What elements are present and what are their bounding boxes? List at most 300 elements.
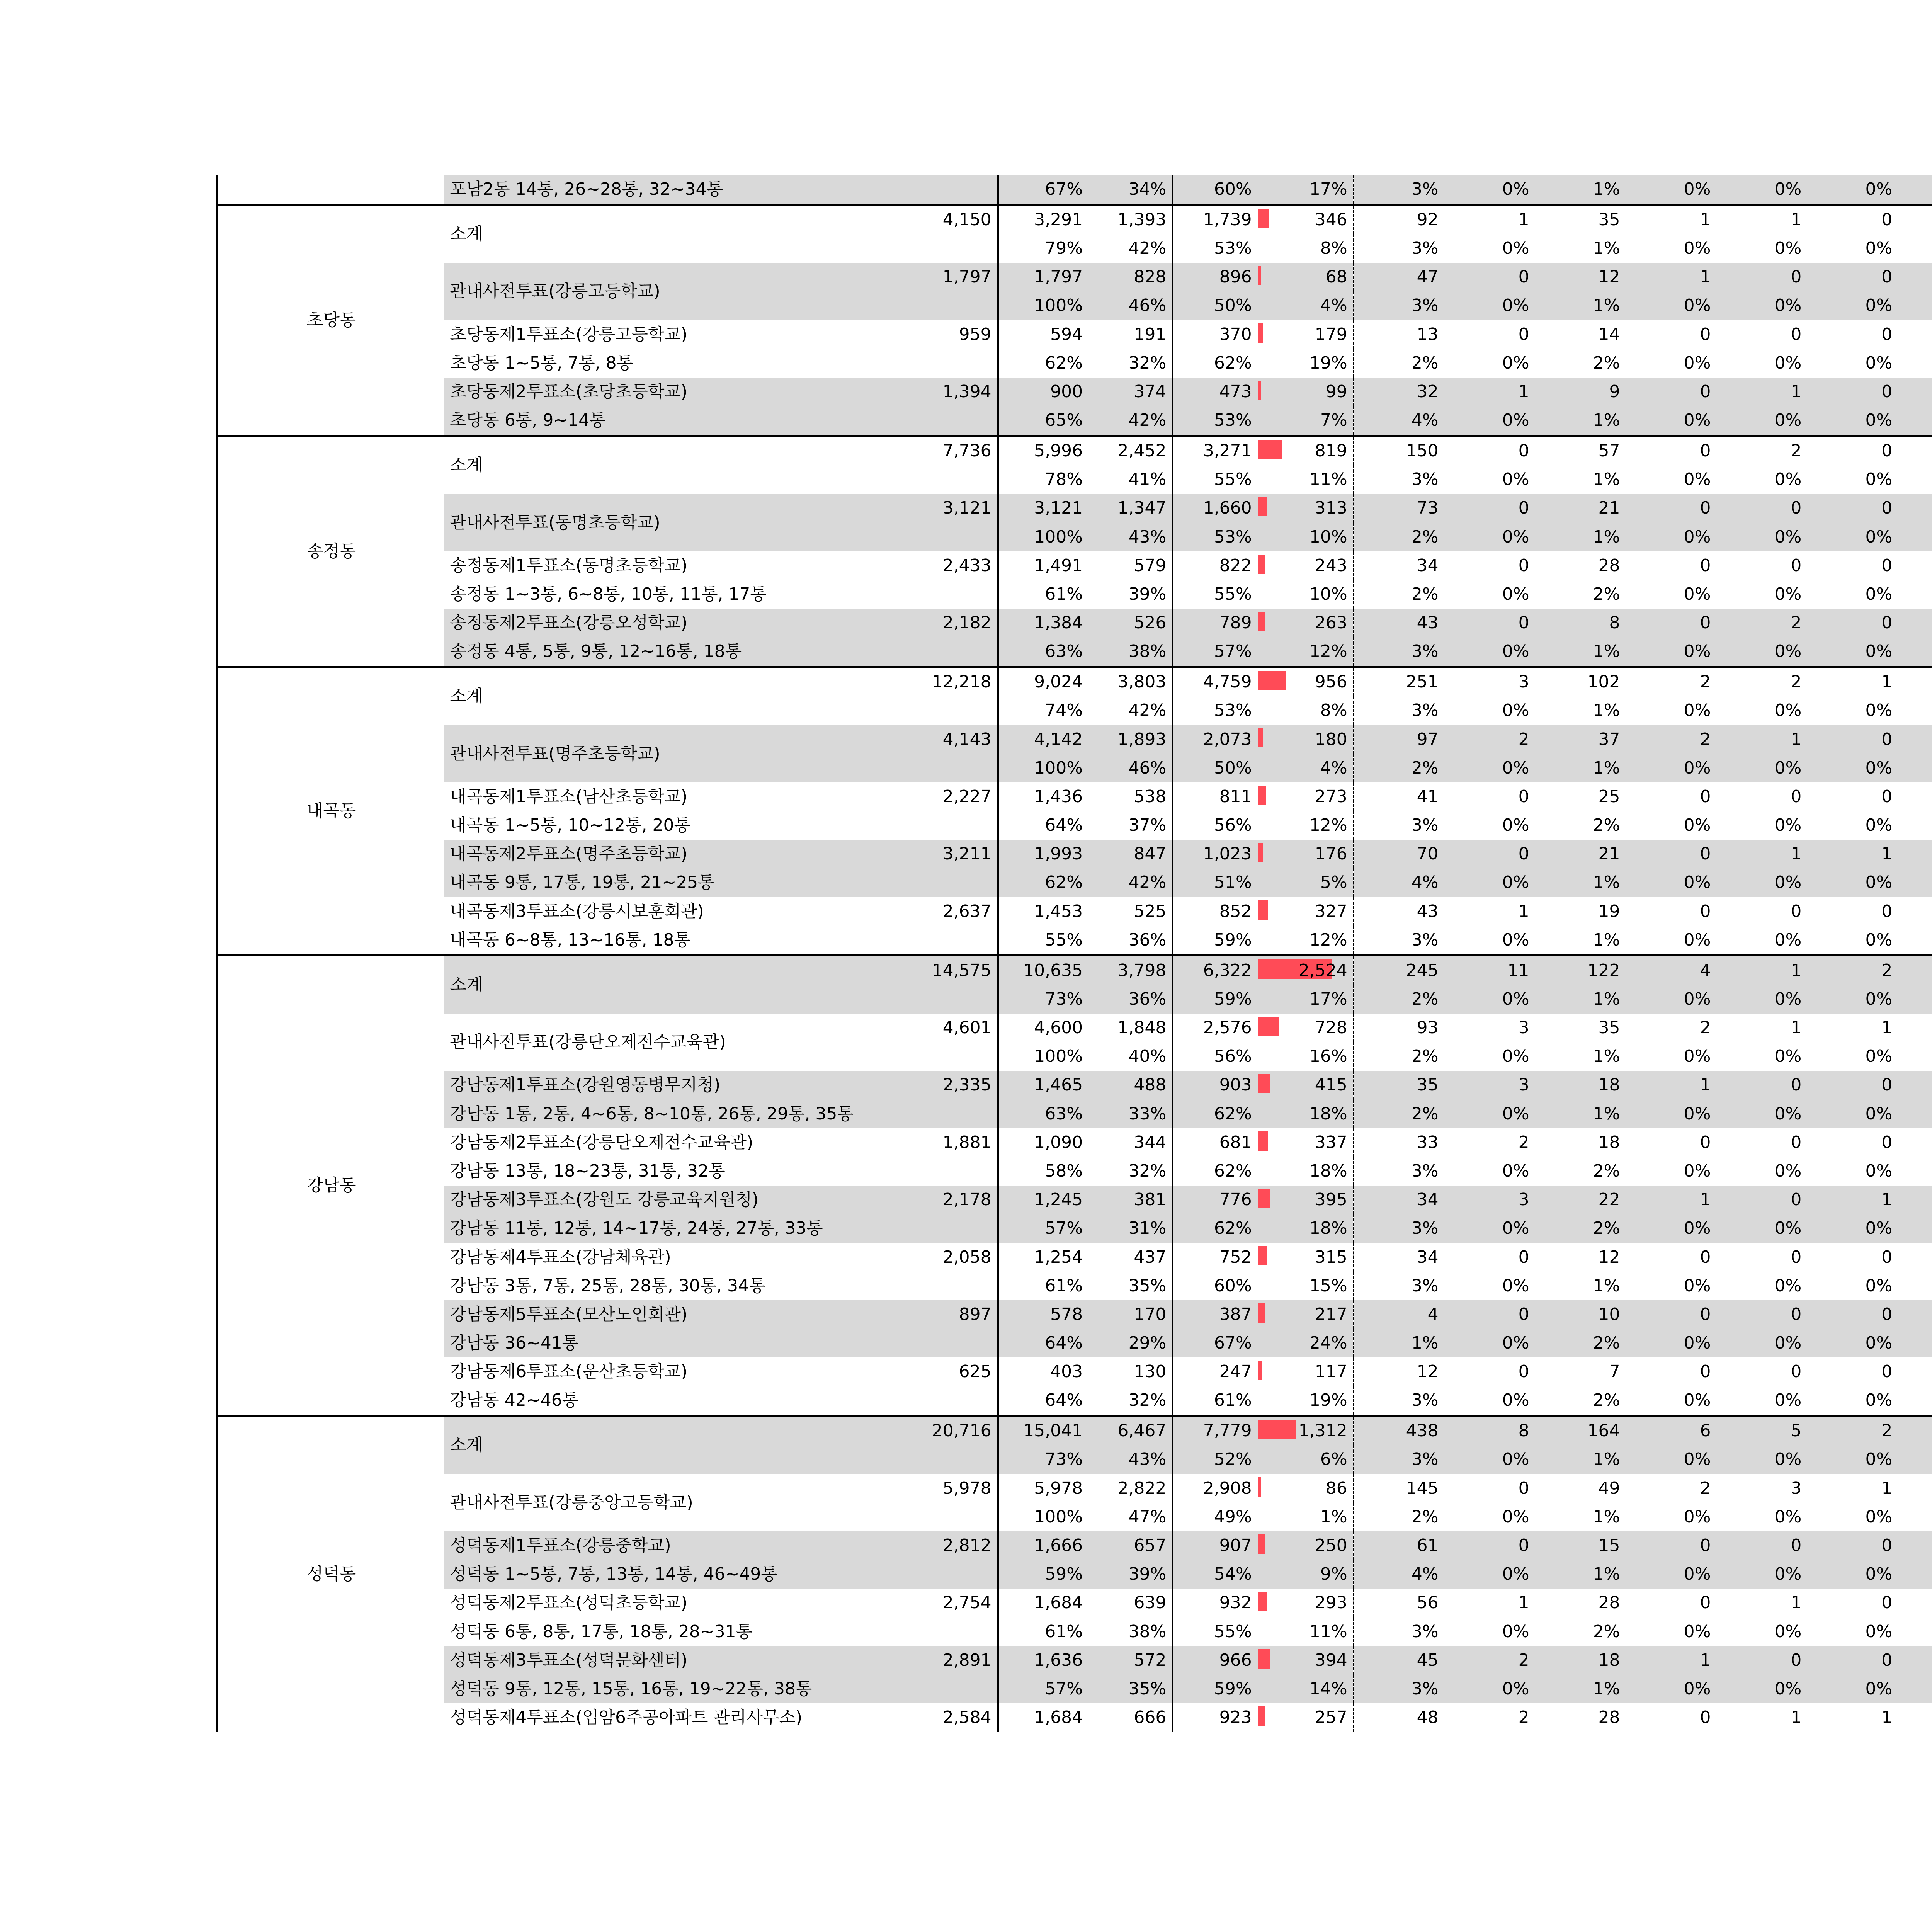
value-cell: 488 — [1088, 1071, 1173, 1099]
value-cell: 2 — [1807, 1416, 1898, 1446]
value-cell: 10% — [1257, 580, 1354, 609]
value-cell: 0% — [1626, 1329, 1716, 1357]
table-row — [218, 1560, 1932, 1589]
value-cell: 2 — [1716, 667, 1807, 697]
value-cell: 35 — [1598, 1018, 1620, 1038]
value-cell: 0% — [1444, 1100, 1535, 1128]
value-cell — [1898, 1474, 1932, 1503]
value-cell: 0 — [1444, 436, 1535, 466]
value-cell: 811 — [1219, 786, 1252, 806]
value-text: 313 — [1315, 498, 1347, 518]
value-text: 819 — [1315, 441, 1347, 461]
value-cell: 3% — [1411, 238, 1439, 259]
value-cell: 0% — [1865, 584, 1893, 604]
value-cell — [1898, 1703, 1932, 1732]
value-cell: 150 — [1354, 436, 1444, 466]
value-cell: 828 — [1088, 263, 1173, 291]
value-cell — [1898, 551, 1932, 580]
value-cell: 53% — [1214, 238, 1252, 259]
value-cell: 0% — [1774, 1046, 1802, 1067]
value-cell: 0% — [1865, 1046, 1893, 1067]
value-cell: 1,393 — [1088, 205, 1173, 235]
value-cell: 2,637 — [904, 897, 998, 926]
value-cell: 923 — [1219, 1708, 1252, 1728]
value-cell: 164 — [1535, 1416, 1626, 1446]
value-cell: 0% — [1774, 1276, 1802, 1296]
value-cell: 3 — [1518, 1018, 1529, 1038]
data-bar — [1258, 671, 1286, 690]
value-cell — [1257, 667, 1354, 697]
table-row — [218, 1531, 1932, 1560]
value-cell: 39% — [1088, 580, 1173, 609]
value-cell: 34% — [1088, 175, 1173, 205]
value-cell: 0 — [1807, 494, 1898, 522]
value-cell: 20,716 — [904, 1416, 998, 1446]
value-cell — [1898, 754, 1932, 782]
value-cell: 12% — [1257, 811, 1354, 840]
value-cell: 1% — [1593, 238, 1620, 259]
value-cell: 0 — [1791, 786, 1802, 806]
value-cell: 0 — [1518, 786, 1529, 806]
value-text: 68 — [1325, 267, 1347, 287]
value-cell: 572 — [1088, 1646, 1173, 1675]
table-row — [218, 175, 1932, 205]
data-bar — [1258, 1592, 1267, 1611]
value-cell: 0% — [1716, 754, 1807, 782]
value-cell: 53% — [1214, 701, 1252, 721]
value-cell: 776 — [1173, 1186, 1257, 1214]
value-cell: 681 — [1219, 1132, 1252, 1152]
value-cell: 0% — [1716, 985, 1807, 1014]
value-cell: 1 — [1716, 840, 1807, 868]
data-bar — [1258, 1361, 1262, 1380]
value-cell: 525 — [1088, 897, 1173, 926]
value-cell: 0% — [1502, 1276, 1529, 1296]
value-cell: 0% — [1444, 637, 1535, 667]
value-cell: 3% — [1354, 175, 1444, 205]
value-cell — [1898, 1589, 1932, 1617]
value-cell: 1,090 — [1034, 1132, 1083, 1152]
value-cell — [1257, 609, 1354, 637]
value-cell: 1,797 — [904, 263, 998, 291]
station-name-cell: 포남2동 14통, 26~28통, 32~34통 — [444, 175, 904, 205]
value-cell: 0% — [1774, 1621, 1802, 1641]
value-cell: 12 — [1598, 1247, 1620, 1267]
data-bar — [1258, 440, 1282, 459]
value-cell: 73 — [1354, 494, 1444, 522]
value-cell: 53% — [1173, 523, 1257, 551]
value-cell — [1898, 1100, 1932, 1128]
data-bar — [1258, 1706, 1265, 1726]
election-results-table — [216, 175, 1932, 1732]
value-cell — [904, 406, 998, 436]
value-cell — [1898, 436, 1932, 466]
value-cell: 0% — [1626, 1675, 1716, 1703]
value-text: 415 — [1315, 1075, 1347, 1095]
value-cell: 35 — [1535, 205, 1626, 235]
value-cell: 538 — [1088, 782, 1173, 811]
value-cell: 45 — [1354, 1646, 1444, 1675]
value-cell: 8 — [1444, 1416, 1535, 1446]
value-cell: 19% — [1257, 349, 1354, 378]
region-cell: 초당동 — [218, 205, 445, 436]
value-cell: 0% — [1716, 868, 1807, 897]
value-cell: 191 — [1088, 320, 1173, 349]
value-cell: 63% — [998, 1100, 1088, 1128]
value-cell: 57% — [998, 1675, 1088, 1703]
table-row — [218, 1646, 1932, 1675]
value-cell: 0% — [1865, 1161, 1893, 1181]
value-cell — [1898, 1445, 1932, 1474]
value-cell — [904, 754, 998, 782]
value-cell — [1898, 1243, 1932, 1271]
value-cell: 7 — [1609, 1362, 1620, 1382]
value-cell: 0 — [1626, 494, 1716, 522]
value-cell: 1 — [1626, 1071, 1716, 1099]
value-cell — [1898, 696, 1932, 725]
value-cell: 14 — [1598, 324, 1620, 344]
station-name-cell: 성덕동 9통, 12통, 15통, 16통, 19~22통, 38통 — [444, 1675, 904, 1703]
value-cell: 1 — [1444, 205, 1535, 235]
value-cell: 2% — [1593, 1161, 1620, 1181]
value-cell: 31% — [1088, 1214, 1173, 1243]
value-cell: 64% — [1045, 1390, 1083, 1410]
value-cell: 0% — [1502, 1161, 1529, 1181]
value-cell — [1257, 1014, 1354, 1042]
value-cell: 1,881 — [904, 1128, 998, 1157]
station-name-cell: 강남동 36~41통 — [444, 1329, 904, 1357]
value-cell: 21 — [1535, 840, 1626, 868]
station-name-cell: 송정동 1~3통, 6~8통, 10통, 11통, 17통 — [450, 584, 767, 604]
value-cell: 7,779 — [1173, 1416, 1257, 1446]
value-cell: 896 — [1173, 263, 1257, 291]
value-cell: 1,453 — [1034, 901, 1083, 921]
value-cell: 100% — [998, 754, 1088, 782]
value-cell: 1 — [1626, 1186, 1716, 1214]
value-cell: 11% — [1257, 465, 1354, 494]
value-cell: 22 — [1535, 1186, 1626, 1214]
data-bar — [1258, 209, 1269, 228]
value-cell: 61% — [1045, 584, 1083, 604]
value-cell: 6,467 — [1088, 1416, 1173, 1446]
value-cell: 18 — [1598, 1132, 1620, 1152]
value-cell: 0% — [1774, 701, 1802, 721]
table-row — [218, 1329, 1932, 1357]
value-cell: 42% — [1088, 868, 1173, 897]
value-cell: 666 — [1088, 1703, 1173, 1732]
value-cell: 12% — [1257, 926, 1354, 956]
data-bar — [1258, 1649, 1270, 1669]
value-cell — [904, 1214, 998, 1243]
value-cell: 0% — [1716, 523, 1807, 551]
value-cell — [1898, 1272, 1932, 1300]
value-cell: 0% — [1807, 406, 1898, 436]
value-cell: 0 — [1807, 1071, 1898, 1099]
table-row — [218, 609, 1932, 637]
value-cell: 62% — [1214, 1161, 1252, 1181]
value-cell — [1898, 1128, 1932, 1157]
value-cell: 0% — [1865, 701, 1893, 721]
value-cell: 5,996 — [998, 436, 1088, 466]
value-cell: 3% — [1411, 1161, 1439, 1181]
value-cell: 29% — [1088, 1329, 1173, 1357]
table-row — [218, 725, 1932, 754]
value-cell: 0% — [1684, 1390, 1711, 1410]
value-cell: 0 — [1626, 1531, 1716, 1560]
value-cell: 0% — [1684, 238, 1711, 259]
value-cell: 1,684 — [1034, 1708, 1083, 1728]
station-name-cell: 성덕동제2투표소(성덕초등학교) — [450, 1593, 688, 1613]
value-cell: 100% — [998, 291, 1088, 320]
value-cell: 9 — [1535, 378, 1626, 406]
region-cell: 송정동 — [218, 436, 445, 667]
value-cell — [1257, 1071, 1354, 1099]
value-cell: 0 — [1807, 609, 1898, 637]
region-cell: 강남동 — [218, 955, 445, 1416]
value-cell: 0 — [1700, 324, 1711, 344]
value-cell: 0 — [1791, 1132, 1802, 1152]
value-cell: 1,893 — [1088, 725, 1173, 754]
value-cell: 0% — [1807, 1329, 1898, 1357]
value-cell: 17% — [1257, 985, 1354, 1014]
value-cell: 0 — [1716, 1071, 1807, 1099]
value-cell — [904, 523, 998, 551]
value-cell: 1 — [1881, 1478, 1893, 1498]
value-cell: 3 — [1444, 667, 1535, 697]
value-cell: 625 — [904, 1357, 998, 1386]
value-cell: 33 — [1417, 1132, 1439, 1152]
value-cell: 1 — [1807, 840, 1898, 868]
value-cell: 2% — [1411, 1507, 1439, 1527]
value-cell: 0% — [1626, 175, 1716, 205]
value-cell: 247 — [1219, 1362, 1252, 1382]
value-cell: 1% — [1535, 1100, 1626, 1128]
value-cell — [904, 1100, 998, 1128]
value-cell: 0% — [1502, 815, 1529, 835]
station-name-cell: 송정동 4통, 5통, 9통, 12~16통, 18통 — [444, 637, 904, 667]
value-cell: 903 — [1173, 1071, 1257, 1099]
value-cell — [1898, 234, 1932, 263]
value-cell: 594 — [1050, 324, 1083, 344]
value-cell: 0 — [1700, 1708, 1711, 1728]
value-cell: 0 — [1518, 1247, 1529, 1267]
value-cell: 2% — [1354, 1100, 1444, 1128]
value-cell: 0% — [1807, 1214, 1898, 1243]
data-bar — [1258, 1420, 1296, 1439]
value-cell: 0 — [1881, 1362, 1893, 1382]
data-bar — [1258, 786, 1266, 805]
value-cell: 25 — [1598, 786, 1620, 806]
value-cell: 526 — [1088, 609, 1173, 637]
value-cell — [1257, 1646, 1354, 1675]
value-cell: 60% — [1214, 1276, 1252, 1296]
value-cell: 3,271 — [1173, 436, 1257, 466]
value-cell: 0 — [1700, 1593, 1711, 1613]
table-row — [218, 1071, 1932, 1099]
data-bar — [1258, 1017, 1279, 1036]
table-row — [218, 580, 1932, 609]
value-cell: 36% — [1088, 985, 1173, 1014]
value-cell — [1898, 291, 1932, 320]
value-cell — [1257, 1128, 1354, 1157]
data-bar — [1258, 1074, 1270, 1093]
station-name-cell: 송정동제2투표소(강릉오성학교) — [444, 609, 904, 637]
value-cell: 11 — [1444, 955, 1535, 985]
value-cell: 344 — [1088, 1128, 1173, 1157]
value-cell: 1% — [1535, 1445, 1626, 1474]
value-cell: 100% — [1034, 1507, 1083, 1527]
value-cell: 1 — [1716, 725, 1807, 754]
value-cell: 78% — [1045, 469, 1083, 490]
value-cell: 3% — [1411, 815, 1439, 835]
table-row — [218, 811, 1932, 840]
station-name-cell: 초당동 1~5통, 7통, 8통 — [450, 353, 633, 373]
table-row — [218, 320, 1932, 349]
value-cell: 1 — [1881, 1708, 1893, 1728]
value-cell: 0 — [1716, 494, 1807, 522]
table-row — [218, 1243, 1932, 1271]
value-cell: 2,584 — [904, 1703, 998, 1732]
value-cell: 2 — [1807, 955, 1898, 985]
value-cell: 0% — [1626, 637, 1716, 667]
value-cell: 0% — [1502, 353, 1529, 373]
value-cell — [1898, 406, 1932, 436]
value-cell: 6,322 — [1173, 955, 1257, 985]
value-cell: 43 — [1354, 609, 1444, 637]
value-cell: 0% — [1444, 1329, 1535, 1357]
value-cell: 0% — [1807, 1675, 1898, 1703]
table-row — [218, 1416, 1932, 1446]
value-cell: 3,121 — [904, 494, 998, 522]
value-cell: 0 — [1791, 555, 1802, 575]
value-cell: 28 — [1598, 555, 1620, 575]
data-bar — [1258, 1131, 1268, 1151]
value-cell — [904, 1560, 998, 1589]
table-row — [218, 1703, 1932, 1732]
value-cell: 0 — [1807, 263, 1898, 291]
value-cell: 56% — [1214, 815, 1252, 835]
value-cell: 2,812 — [904, 1531, 998, 1560]
value-cell — [1257, 320, 1354, 349]
value-cell: 0 — [1444, 840, 1535, 868]
value-cell — [1898, 494, 1932, 522]
station-name-cell: 내곡동제1투표소(남산초등학교) — [450, 786, 688, 806]
value-cell: 73% — [998, 985, 1088, 1014]
value-cell: 79% — [1045, 238, 1083, 259]
value-cell: 0% — [1444, 175, 1535, 205]
station-name-cell: 소계 — [444, 667, 904, 725]
value-cell: 10% — [1257, 523, 1354, 551]
value-cell: 0 — [1518, 1478, 1529, 1498]
value-cell: 0% — [1807, 175, 1898, 205]
value-cell: 54% — [1173, 1560, 1257, 1589]
value-cell: 34 — [1417, 1247, 1439, 1267]
value-cell: 28 — [1598, 1708, 1620, 1728]
value-cell: 2% — [1354, 754, 1444, 782]
value-cell: 0% — [1626, 523, 1716, 551]
value-cell: 33% — [1088, 1100, 1173, 1128]
value-cell: 7% — [1257, 406, 1354, 436]
station-name-cell: 내곡동 1~5통, 10~12통, 20통 — [450, 815, 690, 835]
value-cell: 1,636 — [998, 1646, 1088, 1675]
value-cell: 374 — [1088, 378, 1173, 406]
value-cell: 0 — [1807, 1300, 1898, 1329]
value-cell: 41% — [1088, 465, 1173, 494]
value-cell: 0% — [1444, 754, 1535, 782]
value-cell: 64% — [1045, 815, 1083, 835]
value-cell: 0% — [1684, 1507, 1711, 1527]
value-cell: 19 — [1598, 901, 1620, 921]
value-cell: 1 — [1518, 901, 1529, 921]
value-cell — [904, 868, 998, 897]
value-cell: 0% — [1716, 1445, 1807, 1474]
value-cell: 3% — [1411, 701, 1439, 721]
value-cell: 959 — [904, 320, 998, 349]
value-cell: 2,178 — [904, 1186, 998, 1214]
station-name-cell: 관내사전투표(명주초등학교) — [444, 725, 904, 782]
value-cell — [1898, 609, 1932, 637]
value-cell: 1% — [1535, 985, 1626, 1014]
value-cell: 42% — [1088, 234, 1173, 263]
value-cell: 3% — [1411, 930, 1439, 950]
value-cell: 3,798 — [1088, 955, 1173, 985]
value-cell: 18 — [1535, 1071, 1626, 1099]
value-cell: 57% — [1173, 637, 1257, 667]
value-text: 263 — [1315, 613, 1347, 633]
value-cell — [1898, 725, 1932, 754]
value-cell: 4% — [1257, 291, 1354, 320]
value-cell: 5 — [1716, 1416, 1807, 1446]
value-cell: 0% — [1774, 930, 1802, 950]
value-cell: 1,491 — [1034, 555, 1083, 575]
value-cell: 0% — [1444, 1445, 1535, 1474]
value-text: 179 — [1315, 324, 1347, 344]
value-cell: 2% — [1593, 1621, 1620, 1641]
value-cell: 1,660 — [1173, 494, 1257, 522]
value-cell: 0% — [1444, 1560, 1535, 1589]
value-cell: 2% — [1593, 1390, 1620, 1410]
data-bar — [1258, 1303, 1265, 1323]
value-cell — [904, 1618, 998, 1646]
value-cell: 1,384 — [998, 609, 1088, 637]
station-name-cell: 관내사전투표(강릉고등학교) — [444, 263, 904, 320]
value-cell: 57 — [1535, 436, 1626, 466]
value-cell: 1 — [1518, 1593, 1529, 1613]
value-cell: 1,254 — [1034, 1247, 1083, 1267]
station-name-cell: 내곡동제3투표소(강릉시보훈회관) — [450, 901, 704, 921]
table-row — [218, 1675, 1932, 1703]
value-cell: 35 — [1354, 1071, 1444, 1099]
value-cell: 53% — [1173, 406, 1257, 436]
value-cell: 1% — [1535, 1560, 1626, 1589]
table-row — [218, 205, 1932, 235]
value-cell: 12,218 — [904, 667, 998, 697]
value-cell — [1898, 782, 1932, 811]
value-cell: 0% — [1716, 1329, 1807, 1357]
value-cell: 0% — [1774, 815, 1802, 835]
value-text: 327 — [1315, 901, 1347, 921]
station-name-cell: 소계 — [444, 1416, 904, 1474]
station-name-cell: 강남동제2투표소(강릉단오제전수교육관) — [450, 1132, 753, 1152]
value-cell: 32 — [1354, 378, 1444, 406]
value-cell: 15,041 — [998, 1416, 1088, 1446]
value-cell — [904, 1445, 998, 1474]
value-cell — [1898, 926, 1932, 956]
value-cell: 0% — [1865, 238, 1893, 259]
data-bar — [1258, 1477, 1261, 1497]
value-cell: 0% — [1807, 291, 1898, 320]
value-cell: 2% — [1535, 1214, 1626, 1243]
